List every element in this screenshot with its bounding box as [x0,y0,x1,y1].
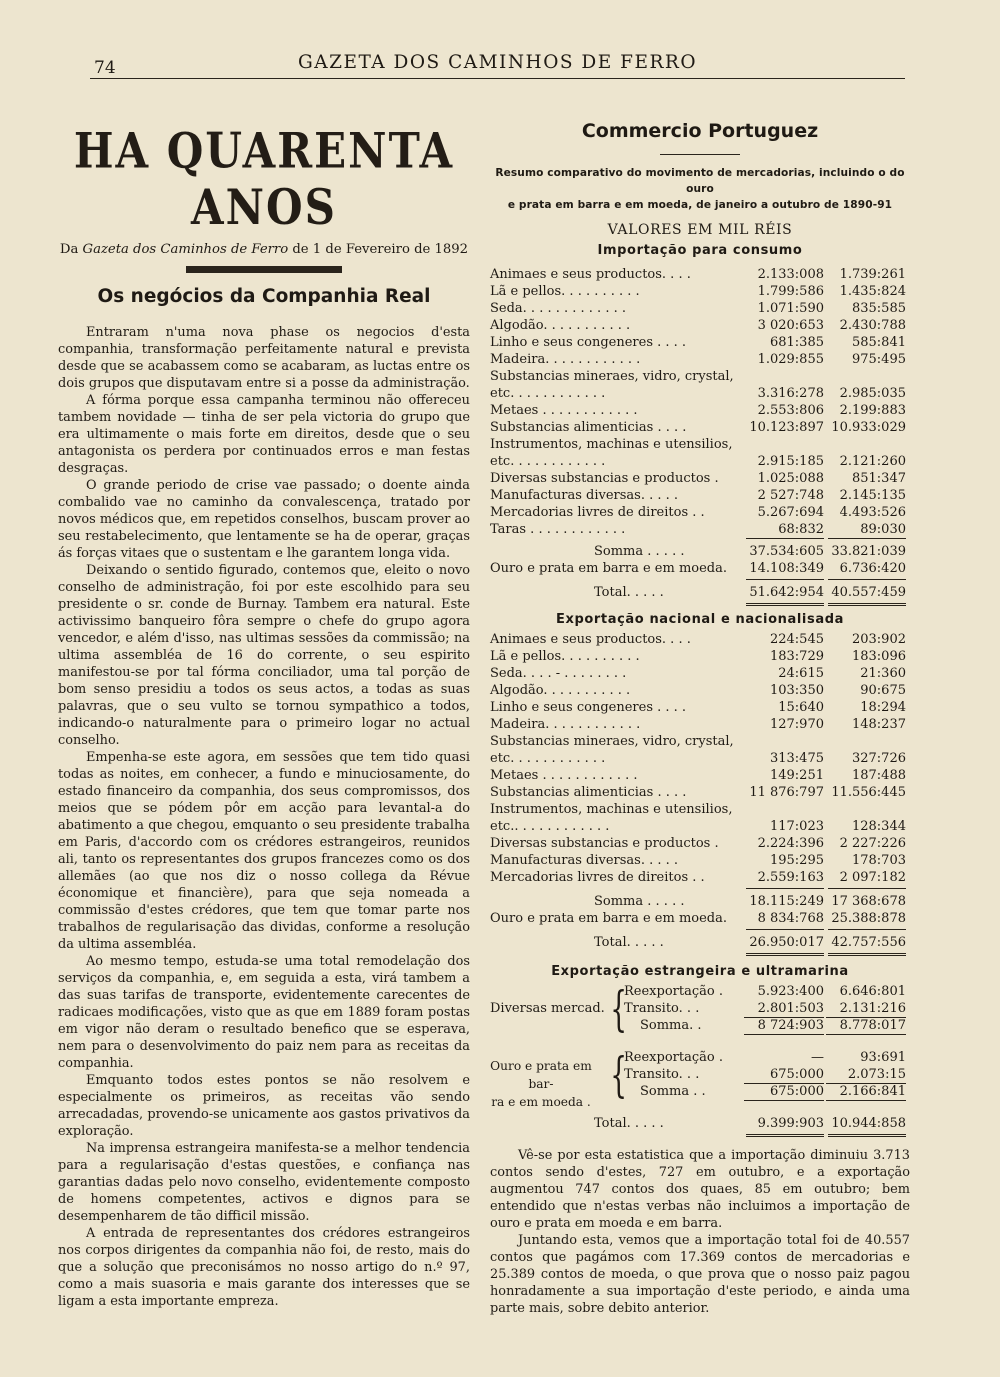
row-label: Instrumentos, machinas e utensilios, [490,802,733,818]
table-row [490,716,910,733]
row-value: 178:703 [851,853,906,869]
title-divider [186,266,342,273]
table-row [490,317,910,334]
row-value: 68:832 [778,522,824,538]
row-value: 2.430:788 [839,318,906,334]
row-value: 148:237 [851,717,906,733]
paragraph: A entrada de representantes dos crédores estrangeiros nos corpos dirigentes da companhia não foi, de resto, mais do que a solução que preconisámos no nosso artigo do n.º 97, como a mais suasoria e mais garante dos interesses que se ligam a esta importante empreza. [58,1226,470,1309]
paragraph: A fórma porque essa campanha terminou não offereceu tambem novidade — tinha de ser pela victoria do grupo que era ultimamente o mais forte em direitos, desde que o seu antagonista os perdera por continuados erros e man festas desgraças. [58,393,470,476]
row-label: Substancias mineraes, vidro, crystal, [490,369,734,385]
row-label: Mercadorias livres de direitos . . [490,505,705,521]
row-label: Diversas substancias e productos . [490,471,719,487]
row-value: 5.267:694 [757,505,824,521]
row-value: 585:841 [851,335,906,351]
right-column [490,118,910,1317]
row-value: 975:495 [851,352,906,368]
row-value: 2 527:748 [757,488,824,504]
table-row [490,750,910,767]
table-row [490,521,910,538]
row-value: 1.739:261 [839,267,906,283]
row-label: Madeira. . . . . . . . . . . . [490,352,641,368]
row-value: 183:729 [769,649,824,665]
table-row [490,419,910,436]
row-label: Algodão. . . . . . . . . . . [490,683,631,699]
title-rule [660,154,740,155]
row-value: 149:251 [769,768,824,784]
brace: { [610,981,628,1038]
row-value: 2.121:260 [839,454,906,470]
row-value: 2 097:182 [839,870,906,886]
paragraph: Vê-se por esta estatistica que a importação diminuiu 3.713 contos sendo d'estes, 727 em outubro, e a exportação augmentou 747 contos dos quaes, 85 em outubro; bem entendido que n'estas verbas não incluimos a importação de ouro e prata em moeda e em barra. [490,1148,910,1232]
import-table [490,266,910,538]
row-label: Metaes . . . . . . . . . . . . [490,768,638,784]
paragraph: O grande periodo de crise vae passado; o doente ainda combalido vae no caminho da convalescença, tratado por novos médicos que, em repetidos conselhos, buscam prover ao seu restabelecimento, que lentamente se ha de operar, graças ás forças vitaes que o sustentam e lhe garantem longa vida. [58,478,470,561]
row-label: Lã e pellos. . . . . . . . . . [490,284,640,300]
row-value: 127:970 [769,717,824,733]
foreign-total-row: Total. . . . . 9.399:903 10.944:858 [594,1116,906,1132]
row-label: Substancias mineraes, vidro, crystal, [490,734,734,750]
paragraph: Juntando esta, vemos que a importação total foi de 40.557 contos que pagámos com 17.369 contos de mercadorias e 25.389 contos de moeda, o que prova que o nosso paiz pagou honradamente a sua importação d'este periodo, e ainda uma parte mais, sobre debito anterior. [490,1233,910,1317]
row-label: Instrumentos, machinas e utensilios, [490,437,733,453]
article-subtitle: Da Gazeta dos Caminhos de Ferro de 1 de Fevereiro de 1892 [59,242,469,257]
row-label: Taras . . . . . . . . . . . . [490,522,626,538]
foreign-heading: Exportação estrangeira e ultramarina [551,964,849,980]
table-title: Commercio Portuguez [581,120,819,142]
article-body [58,324,470,1310]
row-label: Animaes e seus productos. . . . [490,632,691,648]
row-value: 2 227:226 [839,836,906,852]
row-value: 195:295 [769,853,824,869]
import-total-row: Total. . . . . 51.642:954 40.557:459 [594,585,906,601]
table-row [490,470,910,487]
table-row [490,682,910,699]
row-value: 2.559:163 [757,870,824,886]
row-value: 203:902 [851,632,906,648]
row-label: etc.. . . . . . . . . . . . [490,819,610,835]
table-row [490,487,910,504]
row-value: 10.933:029 [831,420,906,436]
table-row [490,869,910,886]
paragraph: Entraram n'uma nova phase os negocios d'esta companhia, transformação perfeitamente natural e prevista desde que se acabassem como se acabaram, as luctas entre os dois grupos que disputavam entre si a posse da administração. [58,325,470,391]
ouro-block: Ouro e prata em bar- ra e em moeda . { Reexportação . — 93:691 Transito. . . 675:000 2.073:15 Somma . . 675:000 2.166:841 [490,1047,906,1110]
table-row [490,300,910,317]
row-label: Mercadorias livres de direitos . . [490,870,705,886]
row-value: 103:350 [769,683,824,699]
units-label: VALORES EM MIL RÉIS [607,222,793,239]
masthead: GAZETA DOS CAMINHOS DE FERRO [297,52,697,73]
paragraph: Deixando o sentido figurado, contemos que, eleito o novo conselho de administração, foi por este escolhido para seu presidente o sr. conde de Burnay. Tambem era natural. Este activissimo banqueiro fôra sempre o chefe do grupo agora vencedor, e além d'isso, nas ultimas sessões da commissão; na ultima assembléa de 16 do corrente, o seu espirito manifestou-se por tal fórma conciliador, uma tal porção de bom senso presidiu a todos os seus actos, a todas as suas palavras, que o seu vulto se tornou sympathico a todos, indicando-o naturalmente para o primeiro logar no actual conselho. [58,563,470,748]
import-ouro-row: Ouro e prata em barra e em moeda. 14.108:349 6.736:420 [490,561,906,577]
row-value: 2.224:396 [757,836,824,852]
table-row [490,504,910,521]
row-label: Diversas substancias e productos . [490,836,719,852]
table-row [490,767,910,784]
row-value: 24:615 [778,666,824,682]
section-title: Os negócios da Companhia Real [97,286,431,307]
import-somma-row: Somma . . . . . 37.534:605 33.821:039 [594,544,906,560]
table-row [490,835,910,852]
paragraph: Ao mesmo tempo, estuda-se uma total remodelação dos serviços da companhia, e, em seguida a esta, virá tambem a das suas tarifas de transporte, evidentemente carecentes de radicaes modificações, visto que as que em 1889 foram postas em vigor não deram o resultado benefico que se esperava, nem para o desenvolvimento do paiz nem para as receitas da companhia. [58,954,470,1071]
row-value: 183:096 [851,649,906,665]
table-row [490,385,910,402]
row-value: 2.145:135 [839,488,906,504]
export-somma-row: Somma . . . . . 18.115:249 17 368:678 [594,894,906,910]
row-label: Manufacturas diversas. . . . . [490,488,679,504]
row-value: 15:640 [778,700,824,716]
article-title: HA QUARENTA ANOS [73,122,455,236]
row-value: 313:475 [769,751,824,767]
table-row [490,453,910,470]
ouro-label: Ouro e prata em bar- ra e em moeda . [490,1059,592,1110]
row-value: 90:675 [860,683,906,699]
row-label: Madeira. . . . . . . . . . . . [490,717,641,733]
row-label: Substancias alimenticias . . . . [490,420,687,436]
table-summary: Resumo comparativo do movimento de mercadorias, incluindo o do ouro e prata em barra e em moeda, de janeiro a outubro de 1890-91 [495,167,905,212]
row-value: 18:294 [860,700,906,716]
row-value: 1.435:824 [839,284,906,300]
row-value: 1.029:855 [757,352,824,368]
row-label: etc. . . . . . . . . . . . [490,386,606,402]
table-row [490,665,910,682]
row-value: 851:347 [851,471,906,487]
row-value: 11.556:445 [831,785,906,801]
paragraph: Empenha-se este agora, em sessões que tem tido quasi todas as noites, em conhecer, a fundo e minuciosamente, do estado financeiro da companhia, dos seus compromissos, dos meios que se pódem pôr em acção para levantal-a do abatimento a que chegou, emquanto o seu presidente trabalha em Paris, d'accordo com os crédores estrangeiros, reunidos ali, tanto os representantes dos grupos francezes como os dos allemães (ao que nos diz o nosso collega da Révue économique et financière), para que seja nomeada a commissão d'estes crédores, que tem que tomar parte nos trabalhos de regularisação das dividas, conforme a resolução da ultima assembléa. [58,750,470,952]
diversas-label: Diversas mercad. [490,1001,605,1017]
row-label: Lã e pellos. . . . . . . . . . [490,649,640,665]
row-value: 835:585 [851,301,906,317]
row-label: Seda. . . . . . . . . . . . . [490,301,626,317]
table-row [490,334,910,351]
import-heading: Importação para consumo [597,243,803,259]
row-value: 1.025:088 [757,471,824,487]
table-row [490,402,910,419]
row-label: etc. . . . . . . . . . . . [490,454,606,470]
brace: { [610,1047,628,1104]
row-value: 681:385 [769,335,824,351]
row-value: 3 020:653 [757,318,824,334]
export-ouro-row: Ouro e prata em barra e em moeda. 8 834:768 25.388:878 [490,911,906,927]
row-value: 3.316:278 [757,386,824,402]
page-header [90,52,905,79]
paragraph: Na imprensa estrangeira manifesta-se a melhor tendencia para a regularisação d'estas questões, e confiança nas garantias dadas pelo novo conselho, evidentemente composto de homens competentes, activos e dignos para se desempenharem de tão difficil missão. [58,1141,470,1224]
table-row [490,266,910,283]
row-value: 224:545 [769,632,824,648]
export-table [490,631,910,886]
row-label: etc. . . . . . . . . . . . [490,751,606,767]
row-value: 89:030 [860,522,906,538]
row-value: 11 876:797 [749,785,824,801]
export-heading: Exportação nacional e nacionalisada [556,612,844,628]
table-row [490,368,910,385]
row-value: 1.071:590 [757,301,824,317]
closing-text [490,1147,910,1317]
table-row [490,801,910,818]
row-value: 327:726 [851,751,906,767]
table-row [490,631,910,648]
diversas-block: Diversas mercad. { Reexportação . 5.923:400 6.646:801 Transito. . . 2.801:503 2.131:216 Somma. . 8 724:903 8.778:017 [490,981,906,1038]
row-value: 2.553:806 [757,403,824,419]
row-label: Algodão. . . . . . . . . . . [490,318,631,334]
table-row [490,436,910,453]
paragraph: Emquanto todos estes pontos se não resolvem e especialmente os primeiros, as receitas vão sendo arrecadadas, provendo-se unicamente aos gastos privativos da exploração. [58,1073,470,1139]
row-label: Metaes . . . . . . . . . . . . [490,403,638,419]
table-row [490,818,910,835]
row-value: 128:344 [851,819,906,835]
table-row [490,852,910,869]
row-label: Linho e seus congeneres . . . . [490,700,687,716]
table-row [490,351,910,368]
row-value: 2.915:185 [757,454,824,470]
table-row [490,733,910,750]
page-number: 74 [94,58,116,78]
row-value: 117:023 [769,819,824,835]
export-total-row: Total. . . . . 26.950:017 42.757:556 [594,935,906,951]
row-label: Manufacturas diversas. . . . . [490,853,679,869]
table-row [490,784,910,801]
left-column [58,118,470,1310]
row-value: 4.493:526 [839,505,906,521]
row-value: 187:488 [851,768,906,784]
row-label: Animaes e seus productos. . . . [490,267,691,283]
table-row [490,699,910,716]
row-value: 21:360 [860,666,906,682]
row-value: 2.199:883 [839,403,906,419]
row-label: Linho e seus congeneres . . . . [490,335,687,351]
row-label: Seda. . . . - . . . . . . . . [490,666,627,682]
row-value: 2.133:008 [757,267,824,283]
row-value: 2.985:035 [839,386,906,402]
row-value: 1.799:586 [757,284,824,300]
table-row [490,648,910,665]
row-label: Substancias alimenticias . . . . [490,785,687,801]
table-row [490,283,910,300]
publication-name: Gazeta dos Caminhos de Ferro [82,242,289,257]
row-value: 10.123:897 [749,420,824,436]
